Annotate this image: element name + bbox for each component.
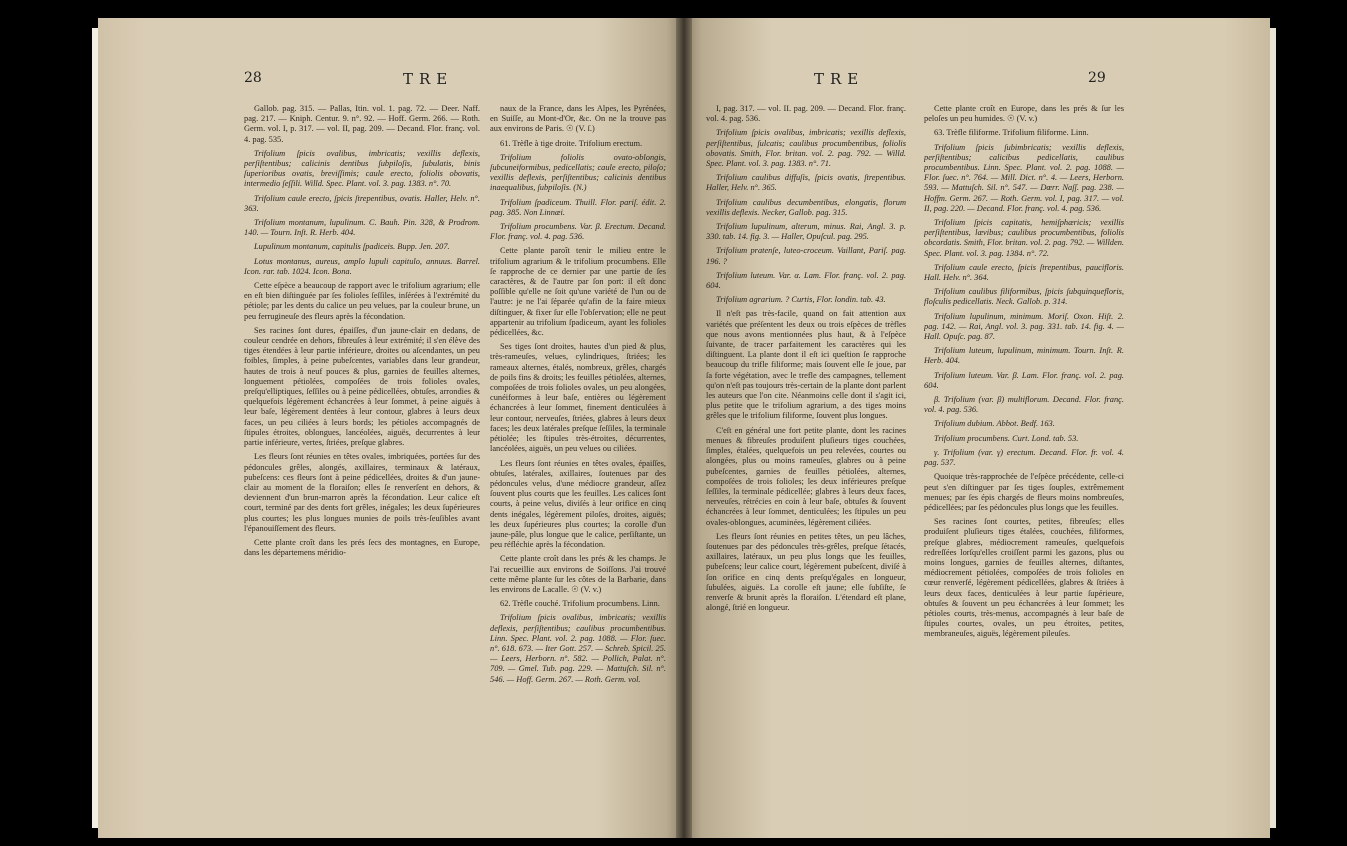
paragraph: Trifolium ſpicis ovalibus, imbricatis; vexillis deflexis, perſiſtentibus, ſulcatis; caulibus procumbentibus, foliolis obovatis. Smith, Flor. britan. vol. 2. pag. 792. — Willd. Spec. Plant. vol. 3. pag. 1383. n°. 71. bbox=[706, 128, 906, 169]
paragraph: Les fleurs ſont réunies en têtes ovales, imbriquées, portées ſur des pédoncules grêles, alongés, axillaires, terminaux & latéraux, pubeſcens: ces fleurs ſont à peine pédicellées, droites & d'un jaune-clair au moment de la floraiſon; elles ſe renverſent en dehors, & deviennent d'un brun-marron après la fécondation. Leur calice eſt court, terminé par des dents fort grêles, inégales; les deux ſupérieures plus courtes; les plus longues munies de poils très-ſeuſibles avant l'épanouiſſement des fleurs. bbox=[244, 452, 480, 533]
paragraph: I, pag. 317. — vol. II. pag. 209. — Decand. Flor. franç. vol. 4. pag. 536. bbox=[706, 104, 906, 124]
paragraph: Les fleurs ſont réunies en têtes ovales, épaiſſes, obtuſes, latérales, axillaires, ſoutenues par des pédoncules velus, d'une médiocre grandeur, aſſez ſouvent plus courts que les feuilles. Les calices ſont courts, à peine velus, diviſés à leur orifice en cinq dents inégales, légèrement piloſes, droites, aiguës; les deux ſupérieures plus courtes; la corolle d'un jaune-pâle, plus longue que le calice, perſiſtante, un peu réfléchie après la fécondation. bbox=[490, 458, 666, 550]
paragraph: Ses racines ſont courtes, petites, fibreuſes; elles produiſent pluſieurs tiges étalées, couchées, filiformes, preſque glabres, médiocrement rameuſes, quelquefois redreſſées lorſqu'elles croiſſent parmi les gazons, plus ou moins longues, garnies de feuilles alternes, diſtantes, médiocrement pétiolées, compoſées de trois folioles en cœur renverſé, légèrement pédicellées, glabres & ſtriées à leurs deux faces, denticulées à leur partie ſupérieure, obtuſes & ſouvent un peu échancrées à leur ſommet; les pétioles courts, très-menus, accompagnés à leur baſe de ſtipules courtes, ovales, un peu étroites, petites, membraneuſes, aiguës, légèrement pileuſes. bbox=[924, 517, 1124, 639]
left-running-head: TRE bbox=[403, 70, 454, 88]
paragraph: Lotus montanus, aureus, amplo lupuli capitulo, annuus. Barrel. Icon. rar. tab. 1024. Icon. Bona. bbox=[244, 256, 480, 276]
paragraph: γ. Trifolium (var. γ) erectum. Decand. Flor. fr. vol. 4. pag. 537. bbox=[924, 447, 1124, 468]
paragraph: Trifolium montanum, lupulinum. C. Bauh. Pin. 328, & Prodrom. 140. — Tourn. Inſt. R. Herb. 404. bbox=[244, 218, 480, 238]
right-column-2 bbox=[924, 104, 1124, 824]
left-page-number: 28 bbox=[244, 70, 262, 86]
paragraph: Trifolium pratenſe, luteo-croceum. Vaillant, Pariſ. pag. 196. ? bbox=[706, 246, 906, 266]
species-heading: 62. Trèfle couché. Trifolium procumbens. Linn. bbox=[500, 599, 660, 609]
right-running-head: TRE bbox=[814, 70, 865, 88]
paragraph: Trifolium procumbens. Curt. Lond. tab. 53. bbox=[934, 433, 1079, 443]
paragraph: Trifolium caulibus decumbentibus, elongatis, florum vexillis deflexis. Necker, Gallob. pag. 315. bbox=[706, 197, 906, 217]
paragraph: Les fleurs ſont réunies en petites têtes, un peu lâches, ſoutenues par des pédoncules très-grêles, preſque ſétacés, axillaires, latéraux, un peu plus longs que les feuilles, pubeſcens; leur calice court, légèrement pubeſcent, diviſé à ſon orifice en cinq dents preſqu'égales en longueur, ſubulées, aiguës. La corolle eſt jaune; elle ſubſiſte, ſe renverſe & brunit après la floraiſon. L'étendard eſt plane, alongé, ſtrié en longueur. bbox=[706, 531, 906, 613]
paragraph: Ses tiges ſont droites, hautes d'un pied & plus, très-rameuſes, velues, cylindriques, ſtriées; les rameaux alternes, étalés, nombreux, grêles, chargés de poils fins & droits; les feuilles pétiolées, alternes, compoſées de trois folioles ovales, un peu alongées, cunéiformes à leur baſe, entières ou légèrement échancrées à leur ſommet, finement denticulées à leur contour, nerveuſes, ſtriées, glabres à leurs deux faces; les deux latérales preſque ſeſſiles, la terminale pétiolée; les ſtipules très-étroites, décurrentes, lancéolées, aiguës, un peu velues ou ciliées. bbox=[490, 342, 666, 454]
paragraph: Trifolium agrarium. ? Curtis, Flor. londin. tab. 43. bbox=[716, 295, 886, 305]
paragraph: C'eſt en général une fort petite plante, dont les racines menues & fibreuſes produiſent pluſieurs tiges couchées, ſimples, étalées, quelquefois un peu relevées, courtes ou alongées, plus ou moins rameuſes, glabres ou à peine pubeſcentes, garnies de feuilles pétiolées, alternes, compoſées de trois folioles; les deux inférieures preſque ſeſſiles, la terminale pédicellée; glabres à leurs deux faces, nerveuſes, rétrécies en coin à leur baſe, obtuſes & ſouvent échancrées à leur ſommet, denticulées; les ſtipules un peu ovales-oblongues, acuminées, légèrement ciliées. bbox=[706, 425, 906, 527]
paragraph: Trifolium luteum. Var. β. Lam. Flor. franç. vol. 2. pag. 604. bbox=[924, 370, 1124, 390]
right-page bbox=[684, 18, 1270, 838]
paragraph: naux de la France, dans les Alpes, les Pyrénées, en Suiſſe, au Mont-d'Or, &c. On ne la trouve pas aux environs de Paris. ☉ (V. ſ.) bbox=[490, 104, 666, 134]
paragraph: Trifolium lupulinum, minimum. Moriſ. Oxon. Hiſt. 2. pag. 142. — Rai, Angl. vol. 3. pag. 331. tab. 14. fig. 4. — Hall. Opuſc. pag. 87. bbox=[924, 311, 1124, 342]
paragraph: Cette eſpèce a beaucoup de rapport avec le trifolium agrarium; elle en eſt bien diſtinguée par ſes folioles ſeſſiles, inſérées à l'extrémité du pétiole; par les dents du calice un peu velues, par la couleur brune, un peu ferrugineuſe des fleurs après la fécondation. bbox=[244, 281, 480, 321]
book-spine bbox=[676, 18, 692, 838]
paragraph: Trifolium ſpicis ovalibus, imbricatis; vexillis deflexis, perſiſtentibus; calicinis dentibus ſubpiloſis, ſubulatis, binis ſuperioribus ovatis, breviſſimis; caule erecto, foliolis obovatis, intermedio ſeſſili. Willd. Spec. Plant. vol. 3. pag. 1383. n°. 70. bbox=[244, 148, 480, 189]
right-page-number: 29 bbox=[1088, 70, 1106, 86]
paragraph: Trifolium lupulinum, alterum, minus. Rai, Angl. 3. p. 330. tab. 14. fig. 3. — Haller, Opuſcul. pag. 295. bbox=[706, 222, 906, 242]
paragraph: Trifolium luteum. Var. α. Lam. Flor. franç. vol. 2. pag. 604. bbox=[706, 270, 906, 291]
paragraph: Trifolium ſpadiceum. Thuill. Flor. pariſ. édit. 2. pag. 385. Non Linnæi. bbox=[490, 197, 666, 217]
paragraph: Ses racines ſont dures, épaiſſes, d'un jaune-clair en dedans, de couleur cendrée en dehors, fibreuſes à leur extrémité; il s'en élève des tiges étendées à leur partie inférieure, droites ou aſcendantes, un peu foibles, ſimples, à peine pubeſcentes, variables dans leur grandeur, hautes de trois à neuf pouces & plus, garnies de feuilles alternes, longuement pétiolées, compoſées de trois folioles ovales, preſqu'elliptiques, ſeſſiles ou à peine pédicellées, obtuſes, arrondies & quelquefois légèrement échancrées à leur ſommet, à peine aiguës à leur baſe, légèrement dentées à leur contour, glabres à leurs deux faces, un peu ciliées à leurs bords; les pétioles accompagnés de ſtipules étroites, oblongues, lancéolées, aiguës, decurrentes à leur partie inférieure, vertes, ſtriées, preſque glabres. bbox=[244, 325, 480, 448]
left-column-1 bbox=[244, 104, 480, 824]
paragraph: Il n'eſt pas très-facile, quand on fait attention aux variétés que préſentent les deux ou trois eſpèces de trèfles que nous avons mentionnées plus haut, & à l'eſpèce ſuivante, de tracer parfaitement les caractères qui les diſtinguent. La plante dont il eſt ici queſtion ſe rapproche beaucoup du trifle filiforme; mais ſouvent elle ſe joue, par ſa forte végétation, avec le trefle des campagnes, tellement qu'on n'eſt pas toujours très-certain de la plante dont parlent les auteurs que l'on cite. Néanmoins celle dont il s'agit ici, plus petite que le trifolium agrarium, a des tiges moins grêles que le trifolium filiforme, ſouvent plus longues. bbox=[706, 309, 906, 421]
paragraph: Gallob. pag. 315. — Pallas, Itin. vol. 1. pag. 72. — Deer. Naff. pag. 217. — Kniph. Centur. 9. n°. 92. — Hoff. Germ. 266. — Roth. Germ. vol. I, p. 317. — vol. II, pag. 209. — Decand. Flor. franç. vol. 4. pag. 535. bbox=[244, 104, 480, 144]
paragraph: Cette plante croît en Europe, dans les prés & ſur les peloſes un peu humides. ☉ (V. v.) bbox=[924, 104, 1124, 124]
paragraph: Lupulinum montanum, capitulis ſpadiceis. Bupp. Jen. 207. bbox=[254, 242, 450, 252]
paragraph: Quoique très-rapprochée de l'eſpèce précédente, celle-ci peut s'en diſtinguer par ſes tiges ſouples, extrêmement menues; par ſes épis chargés de fleurs moins nombreuſes, pédicellées; par ſes pédoncules plus longs que les feuilles. bbox=[924, 472, 1124, 512]
paragraph: Trifolium ſpicis ovalibus, imbricatis; vexillis deflexis, perſiſtentibus; caulibus procumbentibus. Linn. Spec. Plant. vol. 2. pag. 1088. — Flor. ſuec. n°. 618. 673. — Iter Gott. 257. — Schreb. Spicil. 25. — Leers, Herborn. n°. 582. — Pollich, Palat. n°. 709. — Gmel. Tub. pag. 229. — Mattuſch. Sil. n°. 546. — Hoff. Germ. 267. — Roth. Germ. vol. bbox=[490, 613, 666, 684]
paragraph: Cette plante croît dans les prés ſecs des montagnes, en Europe, dans les départemens méridio- bbox=[244, 537, 480, 558]
paragraph: Trifolium foliolis ovato-oblongis, ſubcuneiformibus, pedicellatis; caule erecto, piloſo; vexillis deflexis, perſiſtentibus; calicinis dentibus inaequalibus, ſubpiloſis. (N.) bbox=[490, 152, 666, 193]
paragraph: Cette plante croît dans les prés & les champs. Je l'ai recueillie aux environs de Soiſſons. J'ai trouvé cette même plante ſur les côtes de la Barbarie, dans les environs de Lacalle. ☉ (V. v.) bbox=[490, 554, 666, 594]
paragraph: Trifolium dubium. Abbot. Bedf. 163. bbox=[934, 419, 1055, 429]
paragraph: Trifolium caulibus diffuſis, ſpicis ovatis, ſtrepentibus. Haller, Helv. n°. 365. bbox=[706, 173, 906, 193]
paragraph: Trifolium caule erecto, ſpicis ſtrepentibus, ovatis. Haller, Helv. n°. 363. bbox=[244, 193, 480, 213]
open-book bbox=[98, 18, 1270, 838]
left-page bbox=[98, 18, 684, 838]
paragraph: β. Trifolium (var. β) multiflorum. Decand. Flor. franç. vol. 4. pag. 536. bbox=[924, 395, 1124, 415]
species-heading: 61. Trèfle à tige droite. Trifolium erectum. bbox=[500, 138, 643, 148]
species-heading: 63. Trèfle filiforme. Trifolium filiforme. Linn. bbox=[934, 128, 1089, 138]
right-column-1 bbox=[706, 104, 906, 824]
left-column-2 bbox=[490, 104, 666, 824]
paragraph: Trifolium luteum, lupulinum, minimum. Tourn. Inſt. R. Herb. 404. bbox=[924, 346, 1124, 366]
paragraph: Cette plante paroît tenir le milieu entre le trifolium agrarium & le trifolium procumbens. Elle ſe rapproche de ce dernier par une partie de ſes caractères, & de l'autre par ſon port: il eſt donc poſſible qu'elle ne ſoit qu'une variété de l'un ou de l'autre: je ne l'ai ſéparée qu'afin de la faire mieux diſtinguer, & fixer ſur elle l'obſervation; elle ne peut appartenir au trifolium ſpadiceum, ayant les folioles pédicellées, &c. bbox=[490, 246, 666, 338]
paragraph: Trifolium procumbens. Var. β. Erectum. Decand. Flor. franç. vol. 4. pag. 536. bbox=[490, 222, 666, 242]
paragraph: Trifolium ſpicis capitatis, hemiſphæricis; vexillis perſiſtentibus, lævibus; caulibus procumbentibus, foliolis obcordatis. Smith, Flor. britan. vol. 2. pag. 792. — Willden. Spec. Plant. vol. 3. pag. 1384. n°. 72. bbox=[924, 218, 1124, 258]
paragraph: Trifolium caulibus filiformibus, ſpicis ſubquinquefloris, floſculis pedicellatis. Neck. Gallob. p. 314. bbox=[924, 287, 1124, 307]
paragraph: Trifolium ſpicis ſubimbricatis; vexillis deflexis, perſiſtentibus; calicibus pedicellatis, caulibus procumbentibus. Linn. Spec. Plant. vol. 2. pag. 1088. — Flor. ſuec. n°. 764. — Mill. Dict. n°. 4. — Leers, Herborn. 593. — Mattuſch. Sil. n°. 547. — Dœrr. Naſſ. pag. 238. — Hoffm. Germ. 267. — Roth. Germ. vol. I, pag. 317. — vol. II, pag. 220. — Decand. Flor. franç. vol. 4. pag. 536. bbox=[924, 142, 1124, 213]
paragraph: Trifolium caule erecto, ſpicis ſtrepentibus, paucifloris. Hall. Helv. n°. 364. bbox=[924, 262, 1124, 283]
